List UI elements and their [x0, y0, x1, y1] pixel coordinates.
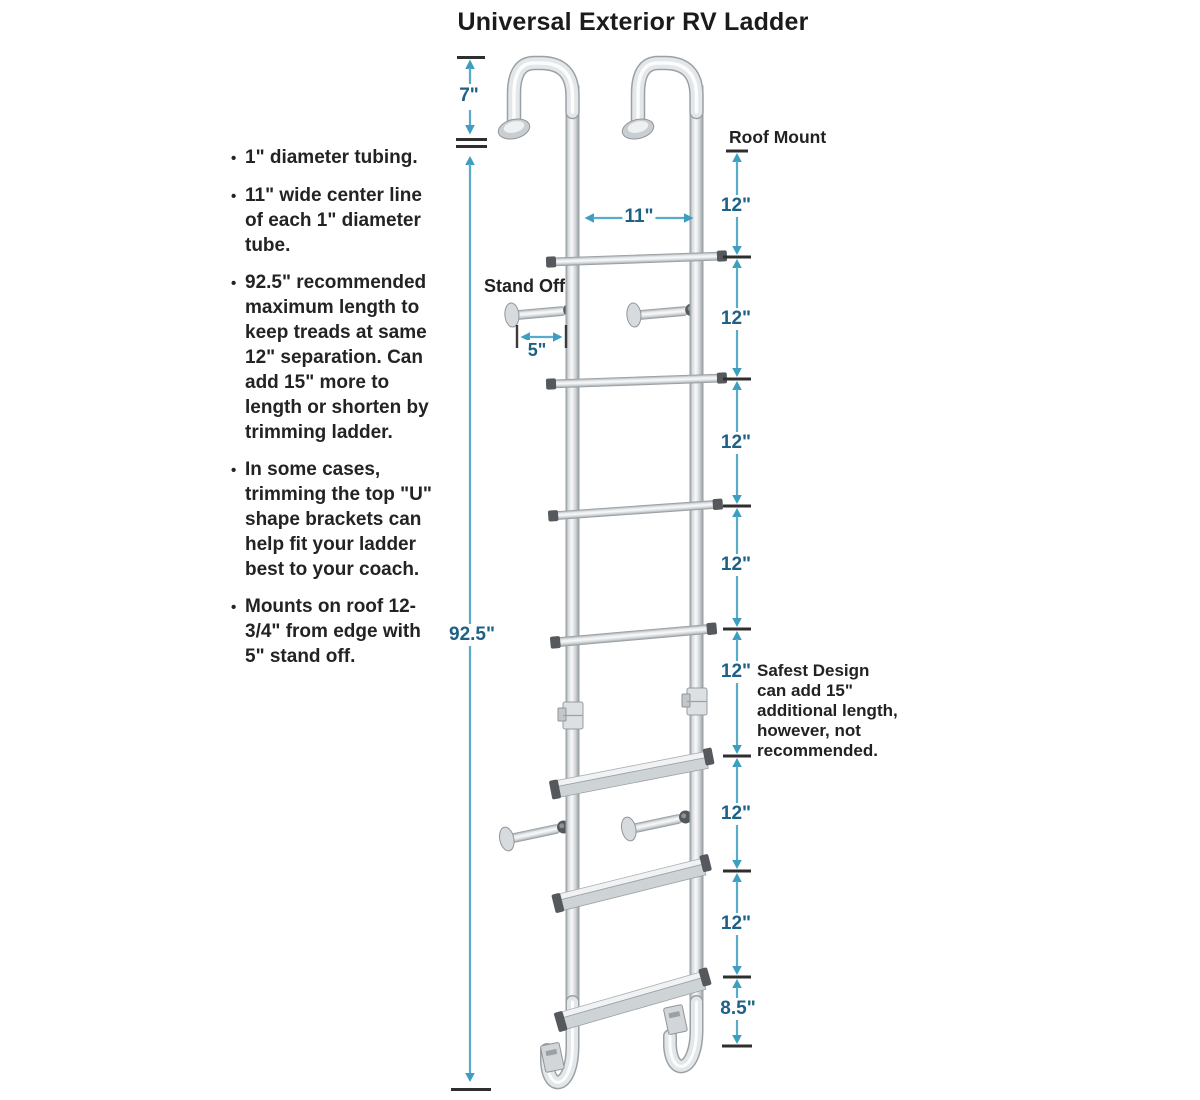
bullet-text: Mounts on roof 12-3/4" from edge with 5" stand off.: [245, 596, 421, 667]
bullet-icon: •: [231, 462, 237, 479]
dim-5in: 5": [527, 340, 547, 360]
standoff-upper-right: [626, 297, 699, 327]
dim-12in-6: 12": [720, 803, 752, 824]
safest-design-note: Safest Design can add 15" additional length, however, not recommended.: [757, 661, 898, 760]
dim-12in-5: 12": [720, 661, 752, 682]
dim-12in-3: 12": [720, 432, 752, 453]
dim-12in-1: 12": [720, 195, 752, 216]
dim-7in: 7": [459, 85, 479, 106]
dim-8-5in: 8.5": [720, 998, 756, 1019]
list-item: [231, 145, 445, 171]
dim-12in-2: 12": [720, 308, 752, 329]
bullet-text: In some cases, trimming the top "U" shape brackets can help fit your ladder best to your coach.: [245, 459, 432, 580]
bullet-icon: •: [231, 599, 237, 616]
bullet-text: 11" wide center line of each 1" diameter tube.: [245, 185, 422, 256]
bullet-icon: •: [231, 188, 237, 205]
list-item: [231, 270, 445, 445]
dimension-right-chain: [722, 151, 752, 1046]
dimension-left-column: [451, 58, 491, 1090]
rail-joint-right: [682, 688, 707, 715]
bullet-text: 92.5" recommended maximum length to keep treads at same 12" separation. Can add 15" more to length or shorten by trimming ladder.: [245, 272, 429, 443]
list-item: [231, 594, 445, 669]
left-rail: [566, 86, 579, 1006]
top-hook-left: [496, 63, 572, 142]
bullet-text: 1" diameter tubing.: [245, 147, 418, 168]
right-rail: [690, 86, 703, 1032]
roof-mount-label: Roof Mount: [729, 127, 827, 147]
bullet-icon: •: [231, 150, 237, 167]
bottom-hook-right: [663, 1002, 696, 1066]
standoff-lower-right: [619, 804, 694, 842]
rail-joint-left: [558, 702, 583, 729]
bullet-icon: •: [231, 275, 237, 292]
stand-off-label: Stand Off: [484, 276, 565, 296]
top-hook-right: [620, 63, 696, 142]
page-title: Universal Exterior RV Ladder: [457, 8, 809, 36]
dim-12in-4: 12": [720, 554, 752, 575]
spec-bullet-list: [231, 145, 445, 681]
list-item: [231, 183, 445, 258]
dim-12in-7: 12": [720, 913, 752, 934]
dim-92-5in: 92.5": [449, 624, 495, 645]
dim-11in: 11": [624, 206, 654, 227]
list-item: [231, 457, 445, 582]
standoff-lower-left: [497, 814, 572, 852]
